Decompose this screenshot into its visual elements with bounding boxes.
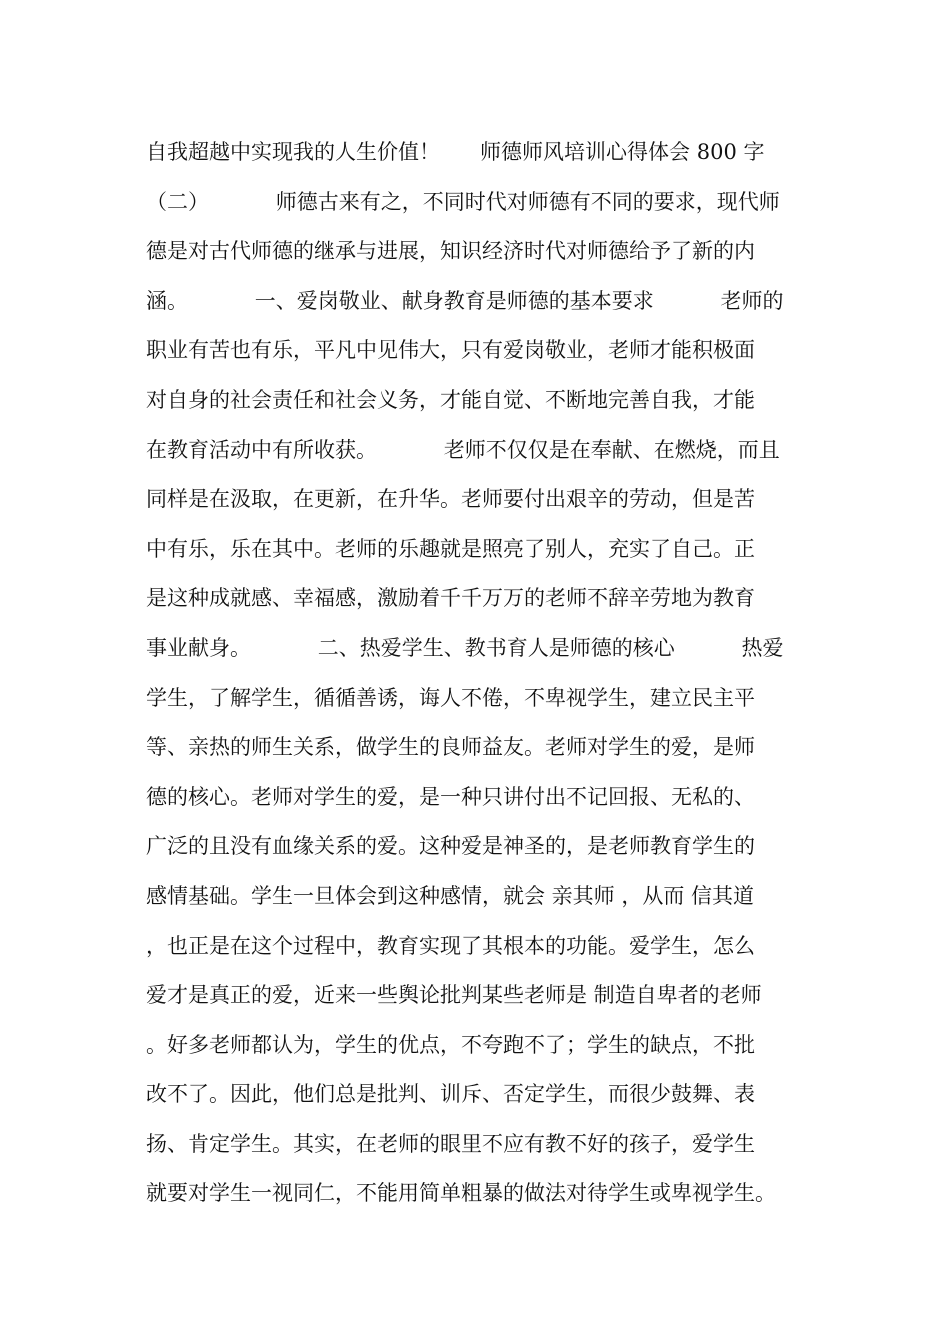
text-line: 在教育活动中有所收获。 老师不仅仅是在奉献、在燃烧，而且	[146, 437, 780, 462]
text-line: 自我超越中实现我的人生价值！ 师德师风培训心得体会 800 字	[146, 140, 765, 164]
text-line: 德是对古代师德的继承与进展，知识经济时代对师德给予了新的内	[146, 239, 755, 264]
text-line: 改不了。因此，他们总是批判、训斥、否定学生，而很少鼓舞、表	[146, 1082, 755, 1107]
text-line: 。好多老师都认为，学生的优点，不夸跑不了；学生的缺点，不批	[146, 1032, 755, 1057]
text-line: 爱才是真正的爱，近来一些舆论批判某些老师是 制造自卑者的老师	[146, 983, 762, 1008]
text-line: 是这种成就感、幸福感，激励着千千万万的老师不辞辛劳地为教育	[146, 586, 755, 611]
text-line: 等、亲热的师生关系，做学生的良师益友。老师对学生的爱，是师	[146, 735, 755, 760]
text-line: 职业有苦也有乐，平凡中见伟大，只有爱岗敬业，老师才能积极面	[146, 338, 755, 363]
text-line: 中有乐，乐在其中。老师的乐趣就是照亮了别人，充实了自己。正	[146, 536, 755, 561]
body-text	[146, 128, 846, 1219]
text-line: 事业献身。 二、热爱学生、教书育人是师德的核心 热爱	[146, 635, 784, 660]
text-line: 广泛的且没有血缘关系的爱。这种爱是神圣的，是老师教育学生的	[146, 834, 755, 859]
text-line: 就要对学生一视同仁，不能用简单粗暴的做法对待学生或卑视学生。	[146, 1181, 776, 1206]
text-line: 同样是在汲取，在更新，在升华。老师要付出艰辛的劳动，但是苦	[146, 487, 755, 512]
text-line: 涵。 一、爱岗敬业、献身教育是师德的基本要求 老师的	[146, 288, 784, 313]
text-line: ，也正是在这个过程中，教育实现了其根本的功能。爱学生，怎么	[146, 933, 755, 958]
text-line: 感情基础。学生一旦体会到这种感情，就会 亲其师 ，从而 信其道	[146, 883, 755, 908]
text-line: 对自身的社会责任和社会义务，才能自觉、不断地完善自我，才能	[146, 387, 755, 412]
text-line: 扬、肯定学生。其实，在老师的眼里不应有教不好的孩子，爱学生	[146, 1131, 755, 1156]
text-line: 学生，了解学生，循循善诱，诲人不倦，不卑视学生，建立民主平	[146, 685, 755, 710]
text-line: （二） 师德古来有之，不同时代对师德有不同的要求，现代师	[146, 189, 780, 214]
text-line: 德的核心。老师对学生的爱，是一种只讲付出不记回报、无私的、	[146, 784, 755, 809]
